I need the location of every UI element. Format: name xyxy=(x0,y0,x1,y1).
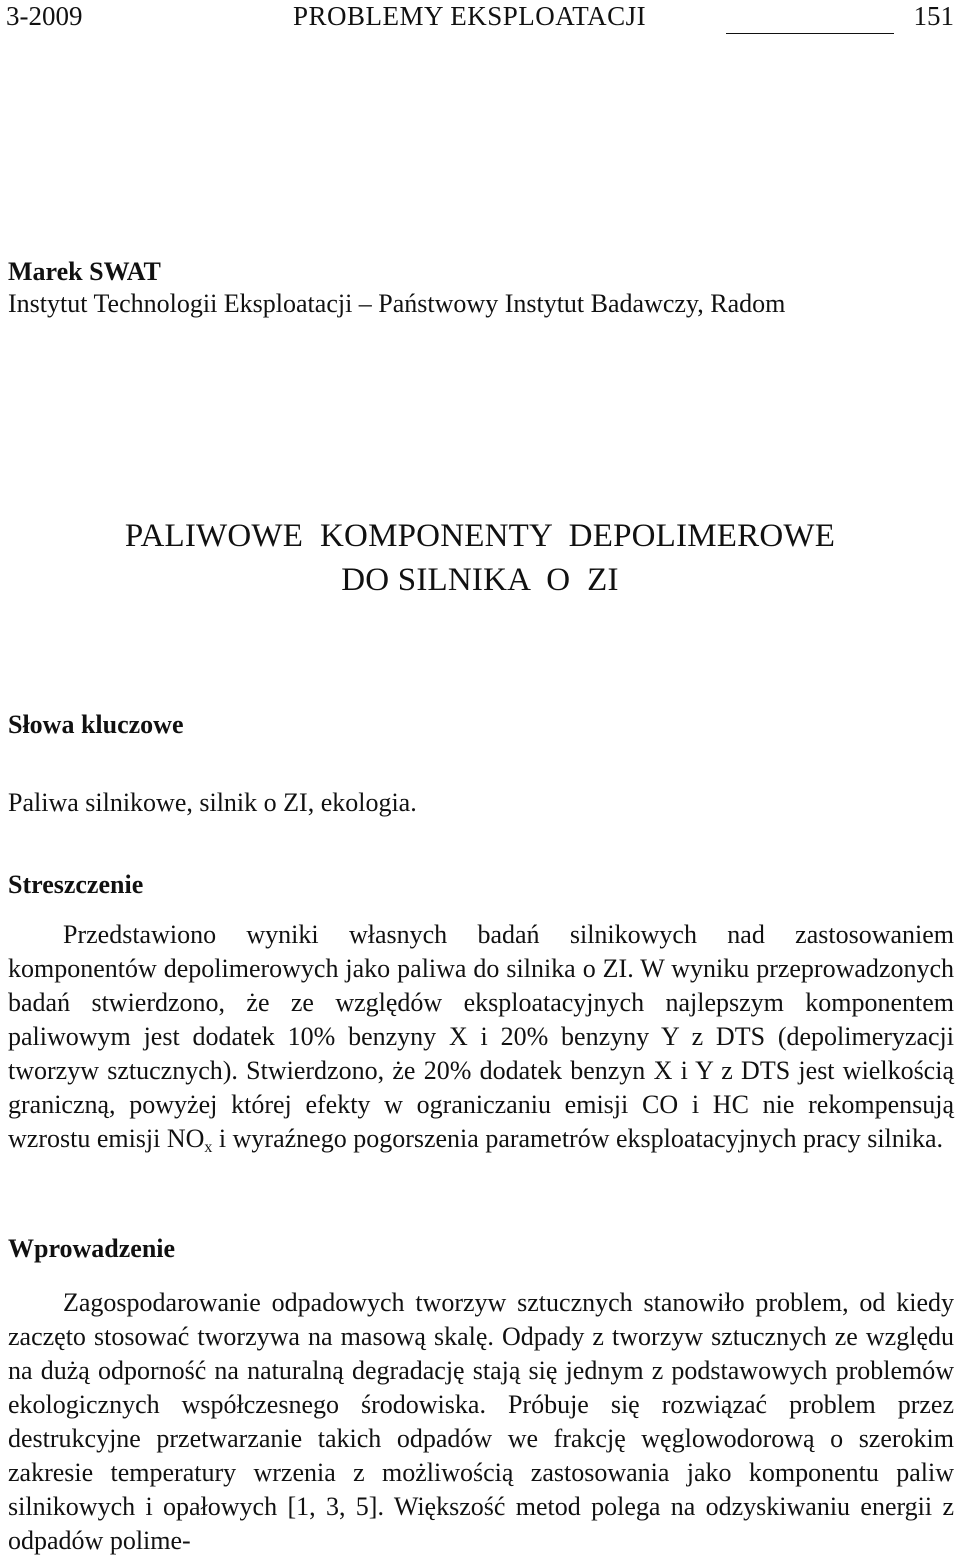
author-affiliation: Instytut Technologii Eksploatacji – Państwowy Instytut Badawczy, Radom xyxy=(8,289,786,318)
header-rule xyxy=(726,33,894,34)
introduction-text xyxy=(8,1286,954,1558)
issue-number: 3-2009 xyxy=(6,1,83,31)
introduction-paragraph: Zagospodarowanie odpadowych tworzyw sztucznych stanowiło problem, od kiedy zaczęto stosować tworzywa na masową skalę. Odpady z tworzyw sztucznych ze względu na dużą odporność na naturalną degradację stają się jednym z podstawowych problemów ekologicznych współczesnego środowiska. Próbuje się rozwiązać problem przez destrukcyjne przetwarzanie takich odpadów we frakcję węglowodorową o szerokim zakresie temperatury wrzenia z możliwością zastosowania jako komponentu paliw silnikowych i opałowych [1, 3, 5]. Większość metod polega na odzyskiwaniu energii z odpadów polime- xyxy=(8,1288,954,1555)
title-line-2: DO SILNIKA O ZI xyxy=(341,562,619,598)
running-header xyxy=(6,0,954,36)
keywords-text: Paliwa silnikowe, silnik o ZI, ekologia. xyxy=(8,788,417,817)
abstract-text-part-2: i wyraźnego pogorszenia parametrów eksploatacyjnych pracy silnika. xyxy=(212,1124,944,1153)
abstract-subscript: x xyxy=(204,1139,213,1156)
keywords-heading: Słowa kluczowe xyxy=(8,710,184,739)
journal-title: PROBLEMY EKSPLOATACJI xyxy=(293,1,647,31)
page-number: 151 xyxy=(913,1,954,31)
introduction-heading: Wprowadzenie xyxy=(8,1234,176,1263)
author-name: Marek SWAT xyxy=(8,257,161,286)
abstract-text xyxy=(8,918,954,1165)
abstract-heading: Streszczenie xyxy=(8,870,144,899)
paper-title xyxy=(0,514,960,602)
title-line-1: PALIWOWE KOMPONENTY DEPOLIMEROWE xyxy=(124,518,836,554)
abstract-text-part-1: Przedstawiono wyniki własnych badań silnikowych nad zastosowaniem komponentów depolimerowych jako paliwa do silnika o ZI. W wyniku przeprowadzonych badań stwierdzono, że ze względów eksploatacyjnych najlepszym komponentem paliwowym jest dodatek 10% benzyny X i 20% benzyny Y z DTS (depolimeryzacji tworzyw sztucznych). Stwierdzono, że 20% dodatek benzyn X i Y z DTS jest wielkością graniczną, powyżej której efekty w ograniczaniu emisji CO i HC nie rekompensują wzrostu emisji NO xyxy=(8,920,954,1153)
